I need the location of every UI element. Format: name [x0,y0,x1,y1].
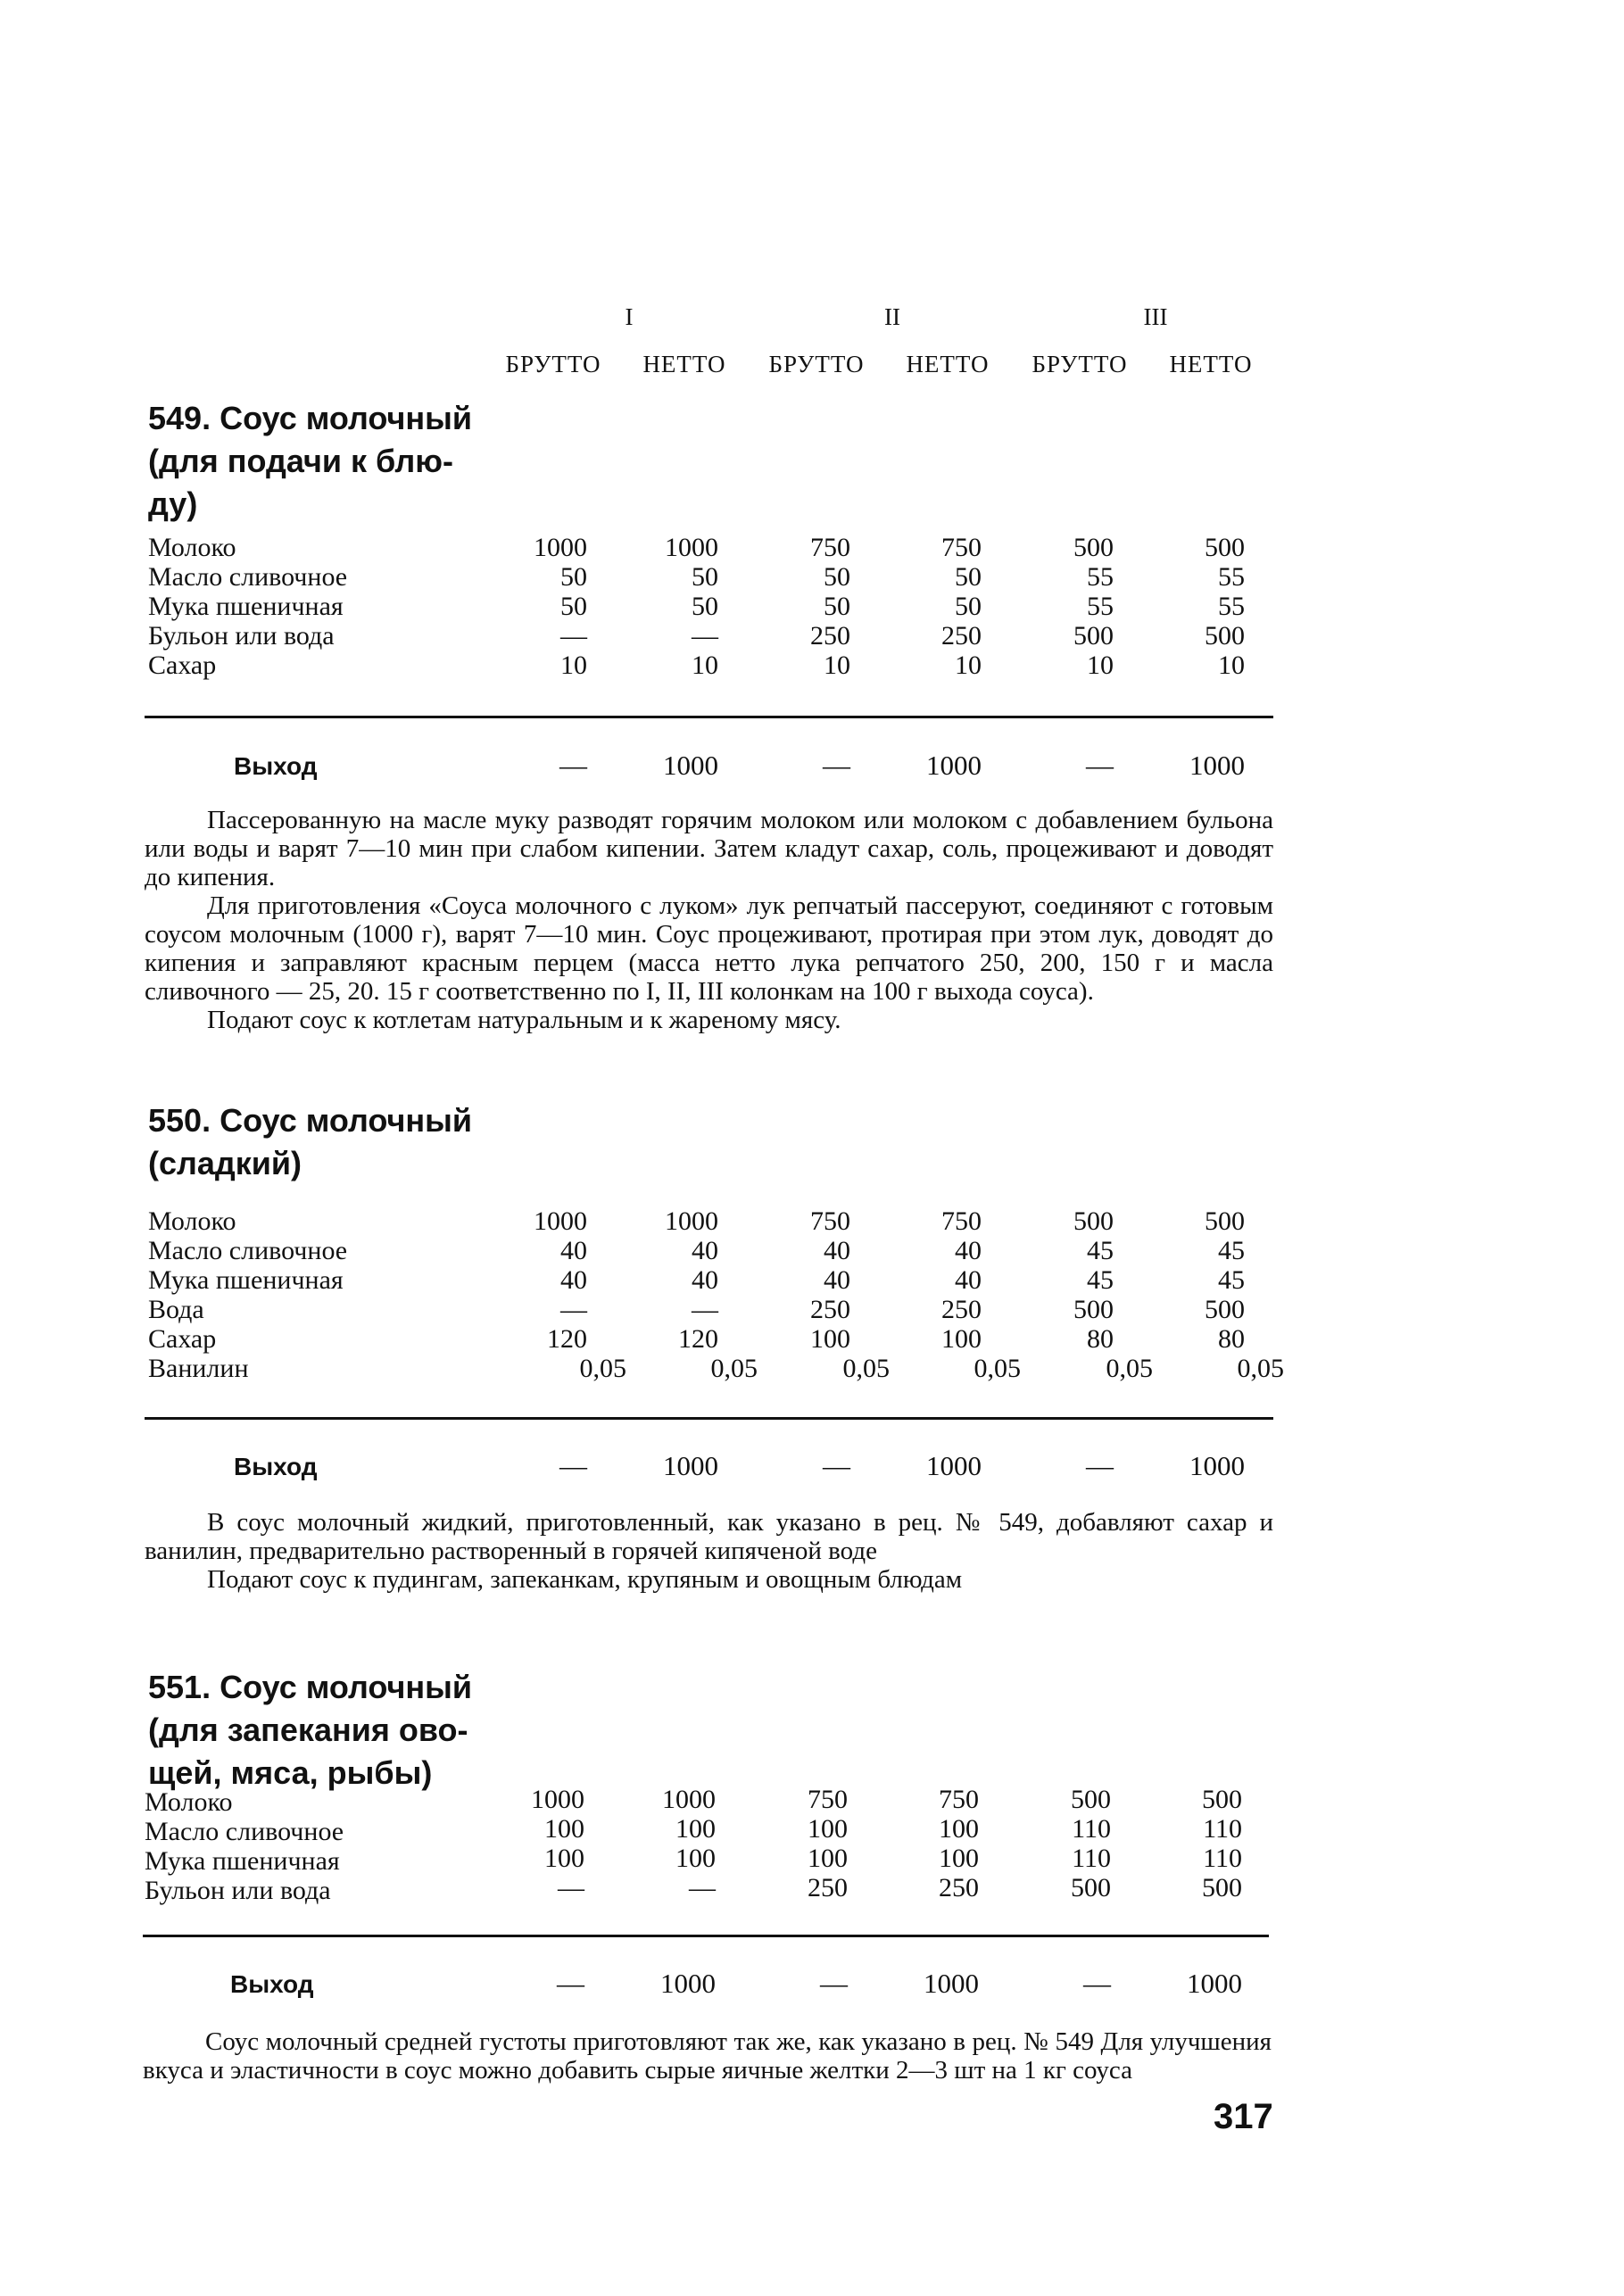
value-cell: 500 [1073,1295,1114,1324]
value-cell: 100 [808,1844,848,1873]
value-cell: 250 [941,621,982,651]
value-cell: — [689,1873,716,1902]
yield-value: — [559,1450,587,1481]
value-cell: 250 [810,1295,850,1324]
recipe-title-line: (для подачи к блю- [148,443,453,479]
value-cell: 50 [560,562,587,592]
value-cell: — [692,621,718,651]
value-cell: 1000 [534,533,587,562]
ingredient-name: Сахар [148,651,217,680]
yield-value: — [1086,750,1114,781]
instruction-paragraph: Пассерованную на масле муку разводят горячим молоком или молоком с добавлением бульона или воды и варят 7—10 мин при слабом кипении. Затем кладут сахар, соль, процеживают и доводят до кипения. [145,806,1273,891]
value-cell: 500 [1205,1295,1245,1324]
table-divider [145,716,1273,718]
ingredient-name: Масло сливочное [148,1236,348,1265]
value-cell: 500 [1073,533,1114,562]
value-cell: 50 [560,592,587,621]
value-cell: 110 [1203,1814,1242,1844]
value-cell: 0,05 [1237,1354,1284,1383]
yield-label: Выход [230,1970,314,1998]
instruction-paragraph: В соус молочный жидкий, приготовленный, как указано в рец. № 549, добавляют сахар и ванилин, предварительно растворенный в горячей кипяченой воде [145,1508,1273,1565]
value-cell: 50 [955,592,982,621]
yield-value: — [823,1450,850,1481]
value-cell: 500 [1073,1206,1114,1236]
column-header-1: БРУТТО [505,351,601,377]
table-divider [143,1935,1269,1937]
recipe-title-line: (сладкий) [148,1145,302,1181]
value-cell: 750 [808,1785,848,1814]
ingredient-name: Масло сливочное [148,562,348,592]
ingredient-name: Сахар [148,1324,217,1354]
value-cell: 100 [941,1324,982,1354]
value-cell: 500 [1205,621,1245,651]
value-cell: 750 [810,533,850,562]
column-header-3: БРУТТО [768,351,865,377]
recipe-550-instructions [145,1508,1273,1594]
value-cell: 110 [1072,1844,1111,1873]
yield-value: 1000 [926,1450,982,1481]
instruction-paragraph: Подают соус к котлетам натуральным и к жареному мясу. [207,1006,841,1034]
value-cell: 40 [692,1236,718,1265]
value-cell: 110 [1072,1814,1111,1844]
value-cell: 100 [675,1844,716,1873]
value-cell: 45 [1218,1265,1245,1295]
recipe-title-line: (для запекания ово- [148,1712,468,1748]
value-cell: 10 [560,651,587,680]
recipe-550-title [148,1099,472,1185]
value-cell: 500 [1202,1785,1242,1814]
value-cell: 50 [824,592,850,621]
value-cell: 500 [1205,533,1245,562]
value-cell: 110 [1203,1844,1242,1873]
value-cell: — [560,1295,587,1324]
recipe-title-line: щей, мяса, рыбы) [148,1754,433,1791]
ingredient-name: Масло сливочное [145,1817,344,1846]
value-cell: 1000 [531,1785,584,1814]
value-cell: 0,05 [579,1354,626,1383]
value-cell: 55 [1218,562,1245,592]
value-cell: 1000 [665,533,718,562]
column-header-6: НЕТТО [1169,351,1253,377]
recipe-549-instructions [145,806,1273,1034]
value-cell: 100 [544,1844,584,1873]
value-cell: 100 [939,1814,979,1844]
value-cell: 250 [941,1295,982,1324]
value-cell: 250 [939,1873,979,1902]
value-cell: 500 [1202,1873,1242,1902]
value-cell: 45 [1087,1265,1114,1295]
yield-value: — [557,1968,584,1999]
value-cell: 250 [808,1873,848,1902]
value-cell: 40 [692,1265,718,1295]
value-cell: 45 [1218,1236,1245,1265]
value-cell: 750 [810,1206,850,1236]
value-cell: — [558,1873,584,1902]
value-cell: 40 [824,1236,850,1265]
recipe-title-line: 551. Соус молочный [148,1669,472,1705]
ingredient-name: Бульон или вода [145,1876,331,1905]
value-cell: 1000 [665,1206,718,1236]
yield-value: — [823,750,850,781]
value-cell: 55 [1087,592,1114,621]
value-cell: 45 [1087,1236,1114,1265]
value-cell: 80 [1218,1324,1245,1354]
yield-value: 1000 [663,1450,718,1481]
recipe-title-line: ду) [148,485,198,522]
value-cell: 0,05 [710,1354,758,1383]
yield-value: 1000 [926,750,982,781]
value-cell: 10 [692,651,718,680]
value-cell: 0,05 [842,1354,890,1383]
value-cell: 40 [955,1265,982,1295]
value-cell: 50 [824,562,850,592]
value-cell: 0,05 [974,1354,1021,1383]
ingredient-name: Молоко [148,1206,236,1236]
yield-value: — [820,1968,848,1999]
value-cell: 10 [1218,651,1245,680]
ingredient-name: Мука пшеничная [148,592,344,621]
value-cell: — [560,621,587,651]
value-cell: 100 [544,1814,584,1844]
value-cell: 40 [955,1236,982,1265]
column-header-5: БРУТТО [1032,351,1128,377]
value-cell: 0,05 [1106,1354,1153,1383]
column-group-II: II [884,303,900,330]
value-cell: 50 [692,592,718,621]
value-cell: 10 [824,651,850,680]
yield-value: 1000 [1189,1450,1245,1481]
value-cell: 750 [939,1785,979,1814]
value-cell: 10 [955,651,982,680]
ingredient-name: Мука пшеничная [148,1265,344,1295]
column-header-4: НЕТТО [906,351,990,377]
recipe-551-title [148,1666,472,1795]
value-cell: 50 [955,562,982,592]
value-cell: 120 [547,1324,587,1354]
value-cell: 55 [1218,592,1245,621]
column-group-III: III [1143,303,1168,330]
value-cell: — [692,1295,718,1324]
yield-label: Выход [234,752,318,780]
value-cell: 750 [941,533,982,562]
yield-label: Выход [234,1453,318,1480]
value-cell: 100 [939,1844,979,1873]
value-cell: 1000 [662,1785,716,1814]
yield-value: 1000 [663,750,718,781]
value-cell: 55 [1087,562,1114,592]
value-cell: 500 [1205,1206,1245,1236]
value-cell: 250 [810,621,850,651]
yield-value: 1000 [1187,1968,1242,1999]
recipe-549-title [148,397,472,526]
column-group-I: I [625,303,634,330]
ingredient-name: Молоко [145,1787,233,1817]
value-cell: 50 [692,562,718,592]
recipe-551-instructions [143,2027,1272,2085]
column-header-2: НЕТТО [642,351,726,377]
ingredient-name: Вода [148,1295,204,1324]
value-cell: 500 [1071,1873,1111,1902]
ingredient-name: Бульон или вода [148,621,335,651]
instruction-paragraph: Соус молочный средней густоты приготовляют так же, как указано в рец. № 549 Для улучшения вкуса и эластичности в соус можно добавить сырые яичные желтки 2—3 шт на 1 кг соуса [143,2027,1272,2085]
recipe-title-line: 549. Соус молочный [148,400,472,436]
value-cell: 1000 [534,1206,587,1236]
value-cell: 40 [824,1265,850,1295]
recipe-title-line: 550. Соус молочный [148,1102,472,1139]
value-cell: 40 [560,1236,587,1265]
value-cell: 100 [808,1814,848,1844]
value-cell: 100 [810,1324,850,1354]
value-cell: 10 [1087,651,1114,680]
yield-value: 1000 [1189,750,1245,781]
value-cell: 500 [1071,1785,1111,1814]
page-number: 317 [1214,2097,1273,2136]
value-cell: 100 [675,1814,716,1844]
value-cell: 40 [560,1265,587,1295]
table-divider [145,1417,1273,1420]
value-cell: 500 [1073,621,1114,651]
ingredient-name: Молоко [148,533,236,562]
value-cell: 80 [1087,1324,1114,1354]
instruction-paragraph: Подают соус к пудингам, запеканкам, крупяным и овощным блюдам [207,1565,963,1594]
ingredient-name: Мука пшеничная [145,1846,340,1876]
yield-value: — [559,750,587,781]
yield-value: — [1083,1968,1111,1999]
yield-value: 1000 [924,1968,979,1999]
ingredient-name: Ванилин [148,1354,249,1383]
value-cell: 120 [678,1324,718,1354]
instruction-paragraph: Для приготовления «Соуса молочного с луком» лук репчатый пассеруют, соединяют с готовым соусом молочным (1000 г), варят 7—10 мин. Соус процеживают, протирая при этом лук, доводят до кипения и заправляют красным перцем (масса нетто лука репчатого 250, 200, 150 г и масла сливочного — 25, 20. 15 г соответственно по I, II, III колонкам на 100 г выхода соуса). [145,891,1273,1006]
value-cell: 750 [941,1206,982,1236]
yield-value: 1000 [660,1968,716,1999]
yield-value: — [1086,1450,1114,1481]
